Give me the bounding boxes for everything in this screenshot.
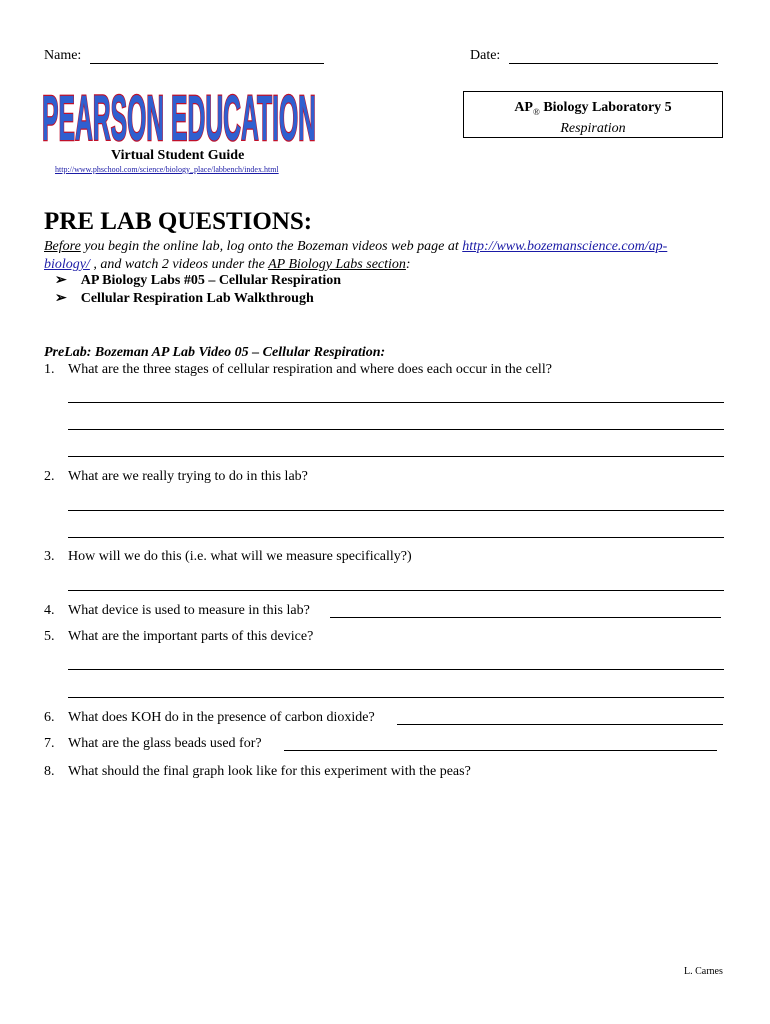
question-number: 1. xyxy=(44,362,55,377)
video-title: Cellular Respiration Lab Walkthrough xyxy=(80,291,314,306)
answer-line[interactable] xyxy=(68,402,724,403)
pearson-education-logo xyxy=(40,82,320,146)
question-text: What are the glass beads used for? xyxy=(68,736,262,751)
intro-text-2: , and watch 2 videos under the xyxy=(89,257,269,272)
question-number: 4. xyxy=(44,603,55,618)
guide-url-link[interactable]: http://www.phschool.com/science/biology_place/labbench/index.html xyxy=(55,165,279,174)
answer-line[interactable] xyxy=(68,590,724,591)
bozeman-url-link[interactable]: http://www.bozemanscience.com/ap- xyxy=(462,239,668,254)
question-text: What should the final graph look like for this experiment with the peas? xyxy=(68,764,471,779)
video-title: AP Biology Labs #05 – Cellular Respiration xyxy=(80,273,342,288)
answer-line[interactable] xyxy=(68,537,724,538)
question-number: 8. xyxy=(44,764,55,779)
bullet-arrow-icon: ➢ xyxy=(55,273,67,288)
question-number: 7. xyxy=(44,736,55,751)
question-number: 2. xyxy=(44,469,55,484)
video-item xyxy=(55,290,314,308)
registered-mark: ® xyxy=(532,106,540,117)
date-label: Date: xyxy=(470,48,501,63)
ap-labs-section-link[interactable]: AP Biology Labs section xyxy=(268,257,406,272)
answer-line[interactable] xyxy=(284,750,717,751)
guide-title: Virtual Student Guide xyxy=(111,148,245,163)
answer-line[interactable] xyxy=(68,510,724,511)
answer-line[interactable] xyxy=(68,697,724,698)
bozeman-url-link-cont[interactable]: biology/ xyxy=(44,257,90,272)
answer-line[interactable] xyxy=(397,724,723,725)
name-label: Name: xyxy=(44,48,82,63)
lab-subtitle: Respiration xyxy=(560,120,626,136)
video-item xyxy=(55,272,341,290)
question-text: What are the three stages of cellular respiration and where does each occur in the cell? xyxy=(68,362,552,377)
question-number: 5. xyxy=(44,629,55,644)
question-number: 6. xyxy=(44,710,55,725)
page-title: PRE LAB QUESTIONS: xyxy=(44,208,313,235)
intro-text-1: you begin the online lab, log onto the Bozeman videos web page at xyxy=(80,239,463,254)
lab-title-box xyxy=(463,91,723,138)
date-field[interactable] xyxy=(509,63,718,64)
svg-text:PEARSON EDUCATION: PEARSON EDUCATION xyxy=(42,82,316,146)
lab-title-rest: Biology Laboratory 5 xyxy=(539,100,672,115)
answer-line[interactable] xyxy=(68,669,724,670)
lab-title-prefix: AP xyxy=(514,100,533,115)
question-text: What are the important parts of this device? xyxy=(68,629,314,644)
question-text: What device is used to measure in this lab? xyxy=(68,603,310,618)
question-text: What does KOH do in the presence of carbon dioxide? xyxy=(68,710,375,725)
answer-line[interactable] xyxy=(330,617,721,618)
bullet-arrow-icon: ➢ xyxy=(55,291,67,306)
author-footer: L. Carnes xyxy=(684,966,723,977)
intro-line-1 xyxy=(44,237,667,256)
prelab-heading: PreLab: Bozeman AP Lab Video 05 – Cellular Respiration: xyxy=(44,345,386,360)
answer-line[interactable] xyxy=(68,429,724,430)
answer-line[interactable] xyxy=(68,456,724,457)
question-number: 3. xyxy=(44,549,55,564)
lab-title xyxy=(464,100,722,120)
intro-before: Before xyxy=(44,239,81,254)
question-text: What are we really trying to do in this lab? xyxy=(68,469,308,484)
question-text: How will we do this (i.e. what will we measure specifically?) xyxy=(68,549,412,564)
intro-colon: : xyxy=(405,257,411,272)
name-field[interactable] xyxy=(90,63,324,64)
